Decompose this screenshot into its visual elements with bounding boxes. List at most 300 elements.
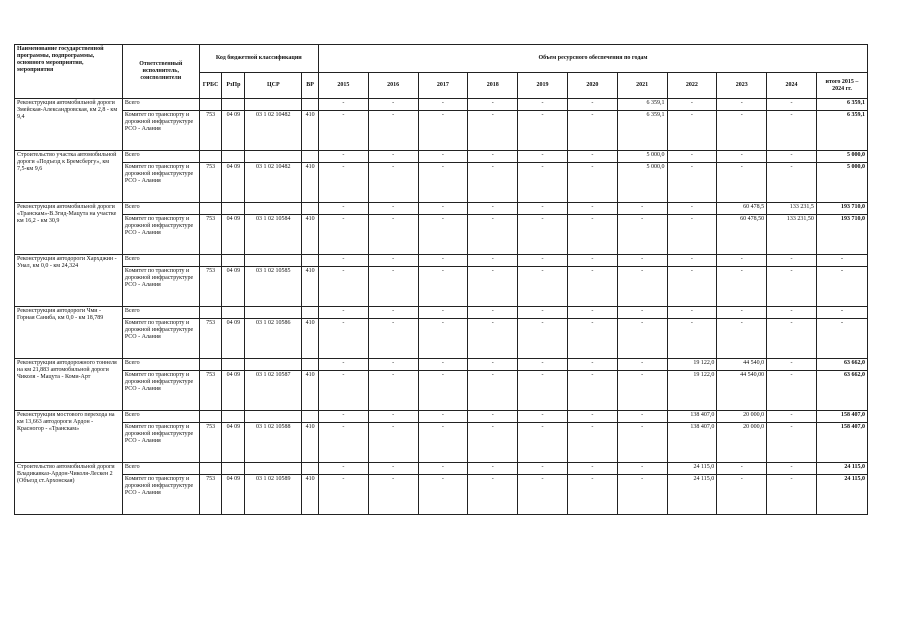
year-value-cell: -	[418, 267, 468, 307]
budget-table	[14, 44, 868, 515]
year-value-cell: -	[567, 163, 617, 203]
year-value-cell: -	[617, 267, 667, 307]
year-value-cell: -	[468, 359, 518, 371]
csr-cell: 03 1 02 10584	[245, 215, 302, 255]
year-value-cell: 133 231,5	[767, 203, 817, 215]
grbs-cell: 753	[199, 111, 222, 151]
year-value-cell: 6 359,1	[617, 99, 667, 111]
year-value-cell: -	[368, 215, 418, 255]
header-year: 2019	[518, 73, 568, 99]
grbs-cell: 753	[199, 267, 222, 307]
rzpr-cell: 04 09	[222, 163, 245, 203]
year-value-cell: -	[767, 99, 817, 111]
empty-code-cell	[245, 411, 302, 423]
year-value-cell: 19 122,0	[667, 359, 717, 371]
year-value-cell: -	[468, 423, 518, 463]
total-label-cell: Всего	[122, 359, 199, 371]
year-value-cell: -	[318, 359, 368, 371]
empty-code-cell	[199, 99, 222, 111]
total-label-cell: Всего	[122, 411, 199, 423]
year-value-cell: -	[567, 267, 617, 307]
year-value-cell: -	[767, 371, 817, 411]
csr-cell: 03 1 02 10588	[245, 423, 302, 463]
year-value-cell: -	[767, 463, 817, 475]
year-value-cell: -	[368, 151, 418, 163]
year-value-cell: -	[717, 99, 767, 111]
year-value-cell: -	[368, 319, 418, 359]
table-row-executor	[15, 215, 868, 255]
year-value-cell: -	[667, 151, 717, 163]
year-value-cell: -	[767, 267, 817, 307]
empty-code-cell	[199, 359, 222, 371]
year-value-cell: -	[667, 255, 717, 267]
table-row-executor	[15, 371, 868, 411]
year-value-cell: 20 000,0	[717, 411, 767, 423]
empty-code-cell	[222, 463, 245, 475]
csr-cell: 03 1 02 10482	[245, 163, 302, 203]
year-value-cell: -	[767, 319, 817, 359]
year-value-cell: -	[567, 307, 617, 319]
year-value-cell: -	[717, 475, 767, 515]
empty-code-cell	[245, 307, 302, 319]
year-value-cell: -	[667, 163, 717, 203]
year-value-cell: -	[468, 99, 518, 111]
year-value-cell: -	[617, 475, 667, 515]
year-value-cell: -	[617, 203, 667, 215]
year-value-cell: -	[617, 423, 667, 463]
year-value-cell: -	[717, 151, 767, 163]
table-row-executor	[15, 319, 868, 359]
total-label-cell: Всего	[122, 307, 199, 319]
year-value-cell: -	[567, 99, 617, 111]
year-value-cell: -	[418, 99, 468, 111]
year-value-cell: -	[318, 371, 368, 411]
year-value-cell: -	[567, 411, 617, 423]
year-value-cell: -	[667, 99, 717, 111]
year-value-cell: 138 407,0	[667, 411, 717, 423]
vr-cell: 410	[302, 371, 319, 411]
grbs-cell: 753	[199, 319, 222, 359]
empty-code-cell	[245, 203, 302, 215]
table-row-executor	[15, 111, 868, 151]
row-total-cell: 5 000,0	[816, 163, 867, 203]
year-value-cell: -	[667, 307, 717, 319]
executor-cell: Комитет по транспорту и дорожной инфраструктуре РСО - Алания	[122, 319, 199, 359]
row-total-cell: 24 115,0	[816, 475, 867, 515]
year-value-cell: -	[518, 463, 568, 475]
rzpr-cell: 04 09	[222, 371, 245, 411]
year-value-cell: -	[717, 111, 767, 151]
year-value-cell: -	[468, 267, 518, 307]
empty-code-cell	[222, 99, 245, 111]
empty-code-cell	[302, 255, 319, 267]
year-value-cell: -	[468, 163, 518, 203]
grbs-cell: 753	[199, 475, 222, 515]
year-value-cell: -	[767, 111, 817, 151]
year-value-cell: -	[468, 255, 518, 267]
year-value-cell: -	[368, 463, 418, 475]
row-total-cell: 24 115,0	[816, 463, 867, 475]
header-program: Наименование государственной программы, подпрограммы, основного мероприятия, мероприятия	[15, 45, 123, 99]
year-value-cell: -	[418, 111, 468, 151]
year-value-cell: -	[318, 151, 368, 163]
year-value-cell: -	[468, 319, 518, 359]
year-value-cell: -	[368, 163, 418, 203]
grbs-cell: 753	[199, 423, 222, 463]
year-value-cell: -	[767, 359, 817, 371]
year-value-cell: -	[468, 111, 518, 151]
empty-code-cell	[222, 359, 245, 371]
year-value-cell: -	[617, 371, 667, 411]
csr-cell: 03 1 02 10482	[245, 111, 302, 151]
year-value-cell: -	[567, 255, 617, 267]
header-grbs: ГРБС	[199, 73, 222, 99]
year-value-cell: -	[717, 319, 767, 359]
row-total-cell: 63 662,0	[816, 359, 867, 371]
year-value-cell: -	[318, 267, 368, 307]
year-value-cell: -	[418, 307, 468, 319]
year-value-cell: -	[567, 151, 617, 163]
event-name-cell: Строительство автомобильной дороги Владикавказ-Ардон-Чиколя-Лескен 2 (Объезд ст.Архонская)	[15, 463, 123, 515]
year-value-cell: -	[418, 255, 468, 267]
empty-code-cell	[302, 151, 319, 163]
row-total-cell: 158 407,0	[816, 423, 867, 463]
year-value-cell: -	[518, 267, 568, 307]
empty-code-cell	[302, 463, 319, 475]
year-value-cell: -	[418, 151, 468, 163]
vr-cell: 410	[302, 215, 319, 255]
year-value-cell: -	[518, 151, 568, 163]
header-funding: Объем ресурсного обеспечения по годам	[318, 45, 867, 73]
year-value-cell: -	[518, 475, 568, 515]
year-value-cell: 6 359,1	[617, 111, 667, 151]
year-value-cell: -	[418, 215, 468, 255]
executor-cell: Комитет по транспорту и дорожной инфраструктуре РСО - Алания	[122, 423, 199, 463]
year-value-cell: -	[368, 99, 418, 111]
year-value-cell: -	[667, 319, 717, 359]
year-value-cell: -	[518, 411, 568, 423]
year-value-cell: -	[368, 111, 418, 151]
header-executor: Ответственный исполнитель, соисполнители	[122, 45, 199, 99]
empty-code-cell	[245, 255, 302, 267]
rzpr-cell: 04 09	[222, 475, 245, 515]
year-value-cell: -	[318, 163, 368, 203]
year-value-cell: -	[318, 423, 368, 463]
year-value-cell: -	[418, 319, 468, 359]
empty-code-cell	[222, 255, 245, 267]
table-row-total	[15, 411, 868, 423]
year-value-cell: -	[567, 359, 617, 371]
year-value-cell: -	[318, 463, 368, 475]
rzpr-cell: 04 09	[222, 423, 245, 463]
table-header	[15, 45, 868, 99]
year-value-cell: 138 407,0	[667, 423, 717, 463]
year-value-cell: -	[418, 203, 468, 215]
year-value-cell: -	[518, 203, 568, 215]
event-name-cell: Реконструкция автодороги Хархджин - Унал, км 0,0 - км 24,324	[15, 255, 123, 307]
header-year: 2021	[617, 73, 667, 99]
event-name-cell: Реконструкция автомобильной дороги Змейская-Александровская, км 2,8 - км 9,4	[15, 99, 123, 151]
year-value-cell: -	[368, 307, 418, 319]
year-value-cell: -	[567, 475, 617, 515]
table-row-executor	[15, 475, 868, 515]
year-value-cell: -	[717, 163, 767, 203]
event-name-cell: Реконструкция мостового перехода на км 13,663 автодороги Ардон - Красногор - «Транскам»	[15, 411, 123, 463]
year-value-cell: 24 115,0	[667, 463, 717, 475]
year-value-cell: -	[368, 371, 418, 411]
year-value-cell: -	[717, 267, 767, 307]
year-value-cell: -	[717, 463, 767, 475]
year-value-cell: -	[617, 255, 667, 267]
row-total-cell: 158 407,0	[816, 411, 867, 423]
year-value-cell: 19 122,0	[667, 371, 717, 411]
year-value-cell: -	[567, 215, 617, 255]
empty-code-cell	[199, 411, 222, 423]
row-total-cell: -	[816, 319, 867, 359]
row-total-cell: 193 710,0	[816, 215, 867, 255]
total-label-cell: Всего	[122, 463, 199, 475]
empty-code-cell	[245, 463, 302, 475]
year-value-cell: -	[418, 359, 468, 371]
year-value-cell: -	[667, 203, 717, 215]
year-value-cell: -	[767, 423, 817, 463]
year-value-cell: -	[518, 359, 568, 371]
header-year: 2020	[567, 73, 617, 99]
row-total-cell: -	[816, 255, 867, 267]
row-total-cell: -	[816, 267, 867, 307]
year-value-cell: 60 478,50	[717, 215, 767, 255]
header-rzpr: РзПр	[222, 73, 245, 99]
year-value-cell: -	[368, 475, 418, 515]
year-value-cell: -	[318, 111, 368, 151]
year-value-cell: 5 000,0	[617, 163, 667, 203]
empty-code-cell	[302, 99, 319, 111]
year-value-cell: 5 000,0	[617, 151, 667, 163]
empty-code-cell	[245, 359, 302, 371]
year-value-cell: -	[667, 215, 717, 255]
year-value-cell: -	[518, 371, 568, 411]
year-value-cell: -	[368, 267, 418, 307]
executor-cell: Комитет по транспорту и дорожной инфраструктуре РСО - Алания	[122, 267, 199, 307]
csr-cell: 03 1 02 10585	[245, 267, 302, 307]
year-value-cell: -	[567, 111, 617, 151]
executor-cell: Комитет по транспорту и дорожной инфраструктуре РСО - Алания	[122, 371, 199, 411]
empty-code-cell	[302, 411, 319, 423]
year-value-cell: -	[468, 411, 518, 423]
year-value-cell: 44 540,0	[717, 359, 767, 371]
vr-cell: 410	[302, 423, 319, 463]
header-year: 2022	[667, 73, 717, 99]
row-total-cell: 193 710,0	[816, 203, 867, 215]
header-year: 2018	[468, 73, 518, 99]
year-value-cell: -	[767, 255, 817, 267]
vr-cell: 410	[302, 111, 319, 151]
year-value-cell: -	[318, 215, 368, 255]
year-value-cell: -	[368, 203, 418, 215]
year-value-cell: 24 115,0	[667, 475, 717, 515]
year-value-cell: -	[318, 319, 368, 359]
vr-cell: 410	[302, 319, 319, 359]
year-value-cell: -	[318, 255, 368, 267]
year-value-cell: -	[468, 215, 518, 255]
total-label-cell: Всего	[122, 255, 199, 267]
year-value-cell: -	[318, 307, 368, 319]
year-value-cell: -	[368, 255, 418, 267]
table-row-executor	[15, 423, 868, 463]
header-total: итого 2015 – 2024 гг.	[816, 73, 867, 99]
year-value-cell: -	[567, 423, 617, 463]
year-value-cell: -	[767, 163, 817, 203]
executor-cell: Комитет по транспорту и дорожной инфраструктуре РСО - Алания	[122, 215, 199, 255]
grbs-cell: 753	[199, 215, 222, 255]
year-value-cell: -	[468, 371, 518, 411]
year-value-cell: -	[767, 307, 817, 319]
year-value-cell: -	[567, 371, 617, 411]
year-value-cell: -	[567, 463, 617, 475]
event-name-cell: Реконструкция автодороги Чми - Горная Саниба, км 0,0 - км 18,789	[15, 307, 123, 359]
budget-table-sheet	[14, 44, 868, 515]
empty-code-cell	[302, 359, 319, 371]
grbs-cell: 753	[199, 371, 222, 411]
row-total-cell: 6 359,1	[816, 111, 867, 151]
empty-code-cell	[199, 203, 222, 215]
year-value-cell: -	[617, 215, 667, 255]
header-year: 2017	[418, 73, 468, 99]
year-value-cell: -	[418, 475, 468, 515]
year-value-cell: -	[318, 99, 368, 111]
year-value-cell: -	[318, 203, 368, 215]
table-row-executor	[15, 163, 868, 203]
event-name-cell: Реконструкция автодорожного тоннеля на км 21,883 автомобильной дороги Чиколя - Мацута - Коми-Арт	[15, 359, 123, 411]
year-value-cell: -	[518, 111, 568, 151]
year-value-cell: -	[368, 359, 418, 371]
empty-code-cell	[245, 151, 302, 163]
year-value-cell: -	[468, 463, 518, 475]
csr-cell: 03 1 02 10589	[245, 475, 302, 515]
year-value-cell: -	[518, 163, 568, 203]
year-value-cell: -	[617, 307, 667, 319]
year-value-cell: 44 540,00	[717, 371, 767, 411]
empty-code-cell	[222, 203, 245, 215]
table-row-total	[15, 203, 868, 215]
year-value-cell: -	[617, 359, 667, 371]
year-value-cell: -	[418, 423, 468, 463]
year-value-cell: -	[767, 151, 817, 163]
year-value-cell: -	[468, 475, 518, 515]
year-value-cell: -	[318, 475, 368, 515]
row-total-cell: 5 000,0	[816, 151, 867, 163]
executor-cell: Комитет по транспорту и дорожной инфраструктуре РСО - Алания	[122, 111, 199, 151]
header-year: 2015	[318, 73, 368, 99]
empty-code-cell	[199, 463, 222, 475]
year-value-cell: -	[418, 371, 468, 411]
grbs-cell: 753	[199, 163, 222, 203]
rzpr-cell: 04 09	[222, 267, 245, 307]
year-value-cell: -	[418, 411, 468, 423]
year-value-cell: 133 231,50	[767, 215, 817, 255]
year-value-cell: -	[617, 319, 667, 359]
table-row-executor	[15, 267, 868, 307]
vr-cell: 410	[302, 475, 319, 515]
year-value-cell: 60 478,5	[717, 203, 767, 215]
year-value-cell: -	[468, 203, 518, 215]
executor-cell: Комитет по транспорту и дорожной инфраструктуре РСО - Алания	[122, 163, 199, 203]
rzpr-cell: 04 09	[222, 319, 245, 359]
year-value-cell: -	[368, 423, 418, 463]
year-value-cell: -	[318, 411, 368, 423]
table-row-total	[15, 151, 868, 163]
empty-code-cell	[302, 307, 319, 319]
year-value-cell: -	[518, 215, 568, 255]
year-value-cell: -	[468, 151, 518, 163]
rzpr-cell: 04 09	[222, 215, 245, 255]
empty-code-cell	[199, 307, 222, 319]
row-total-cell: -	[816, 307, 867, 319]
executor-cell: Комитет по транспорту и дорожной инфраструктуре РСО - Алания	[122, 475, 199, 515]
table-row-total	[15, 307, 868, 319]
vr-cell: 410	[302, 163, 319, 203]
row-total-cell: 6 359,1	[816, 99, 867, 111]
empty-code-cell	[199, 151, 222, 163]
row-total-cell: 63 662,0	[816, 371, 867, 411]
year-value-cell: -	[518, 423, 568, 463]
csr-cell: 03 1 02 10587	[245, 371, 302, 411]
empty-code-cell	[222, 151, 245, 163]
year-value-cell: -	[518, 99, 568, 111]
table-row-total	[15, 255, 868, 267]
vr-cell: 410	[302, 267, 319, 307]
year-value-cell: -	[667, 111, 717, 151]
year-value-cell: 20 000,0	[717, 423, 767, 463]
year-value-cell: -	[518, 307, 568, 319]
year-value-cell: -	[567, 203, 617, 215]
header-year: 2024	[767, 73, 817, 99]
total-label-cell: Всего	[122, 151, 199, 163]
empty-code-cell	[302, 203, 319, 215]
total-label-cell: Всего	[122, 99, 199, 111]
year-value-cell: -	[518, 319, 568, 359]
year-value-cell: -	[518, 255, 568, 267]
year-value-cell: -	[468, 307, 518, 319]
year-value-cell: -	[767, 411, 817, 423]
csr-cell: 03 1 02 10586	[245, 319, 302, 359]
header-year: 2016	[368, 73, 418, 99]
year-value-cell: -	[717, 255, 767, 267]
empty-code-cell	[245, 99, 302, 111]
year-value-cell: -	[617, 411, 667, 423]
rzpr-cell: 04 09	[222, 111, 245, 151]
event-name-cell: Реконструкция автомобильной дороги «Транскам»-В.Згид-Мацута на участке км 16,2 - км 30,9	[15, 203, 123, 255]
year-value-cell: -	[767, 475, 817, 515]
year-value-cell: -	[617, 463, 667, 475]
empty-code-cell	[199, 255, 222, 267]
table-body	[15, 99, 868, 515]
year-value-cell: -	[368, 411, 418, 423]
year-value-cell: -	[667, 267, 717, 307]
empty-code-cell	[222, 411, 245, 423]
year-value-cell: -	[418, 163, 468, 203]
header-csr: ЦСР	[245, 73, 302, 99]
header-vr: ВР	[302, 73, 319, 99]
event-name-cell: Строительство участка автомобильной дороги «Подъезд к Бремсбергу», км 7,5-км 9,6	[15, 151, 123, 203]
header-year: 2023	[717, 73, 767, 99]
table-row-total	[15, 99, 868, 111]
table-row-total	[15, 359, 868, 371]
empty-code-cell	[222, 307, 245, 319]
year-value-cell: -	[567, 319, 617, 359]
total-label-cell: Всего	[122, 203, 199, 215]
header-budget-code: Код бюджетной классификации	[199, 45, 318, 73]
